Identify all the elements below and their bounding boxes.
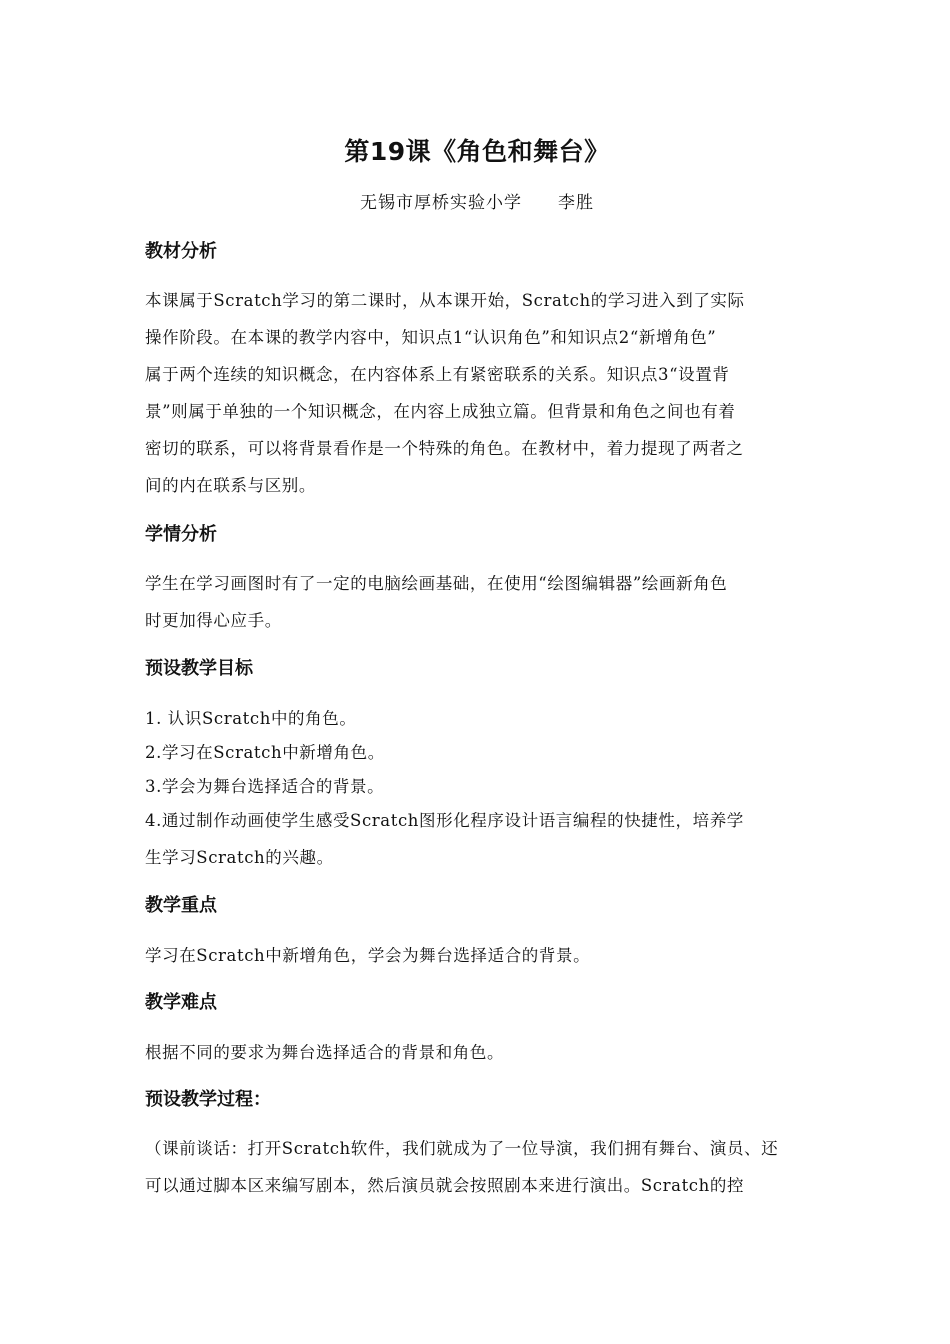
- text-line: 景”则属于单独的一个知识概念，在内容上成独立篇。但背景和角色之间也有着: [145, 402, 736, 421]
- text-line: （课前谈话：打开Scratch软件，我们就成为了一位导演，我们拥有舞台、演员、还: [145, 1139, 779, 1158]
- page-title: 第19课《角色和舞台》: [344, 137, 610, 166]
- paragraph-difficulties: [145, 1034, 809, 1071]
- heading-difficulties: 教学难点: [145, 992, 217, 1013]
- heading-materials-analysis: 教材分析: [145, 241, 217, 262]
- objective-item: 1. 认识Scratch中的角色。: [145, 709, 357, 728]
- text-line: 可以通过脚本区来编写剧本，然后演员就会按照剧本来进行演出。Scratch的控: [145, 1176, 745, 1195]
- objective-item: 生学习Scratch的兴趣。: [145, 848, 334, 867]
- author-line: 无锡市厚桥实验小学 李胜: [360, 193, 594, 213]
- text-line: 操作阶段。在本课的教学内容中，知识点1“认识角色”和知识点2“新增角色”: [145, 328, 717, 347]
- paragraph-student-analysis: [145, 565, 809, 639]
- heading-objectives: 预设教学目标: [145, 658, 253, 679]
- heading-student-analysis: 学情分析: [145, 524, 217, 545]
- text-line: 学生在学习画图时有了一定的电脑绘画基础，在使用“绘图编辑器”绘画新角色: [145, 574, 728, 593]
- heading-process: 预设教学过程：: [145, 1089, 271, 1110]
- text-line: 密切的联系，可以将背景看作是一个特殊的角色。在教材中，着力提现了两者之: [145, 439, 744, 458]
- text-line: 时更加得心应手。: [145, 611, 282, 630]
- paragraph-process: [145, 1130, 809, 1204]
- text-line: 属于两个连续的知识概念，在内容体系上有紧密联系的关系。知识点3“设置背: [145, 365, 730, 384]
- paragraph-key-points: [145, 937, 809, 974]
- objective-item: 2.学习在Scratch中新增角色。: [145, 743, 385, 762]
- text-line: 学习在Scratch中新增角色，学会为舞台选择适合的背景。: [145, 946, 591, 965]
- paragraph-materials-analysis: [145, 282, 809, 504]
- text-line: 间的内在联系与区别。: [145, 476, 316, 495]
- objective-item: 3.学会为舞台选择适合的背景。: [145, 777, 385, 796]
- text-line: 根据不同的要求为舞台选择适合的背景和角色。: [145, 1043, 505, 1062]
- heading-key-points: 教学重点: [145, 895, 217, 916]
- objective-item: 4.通过制作动画使学生感受Scratch图形化程序设计语言编程的快捷性，培养学: [145, 811, 744, 830]
- text-line: 本课属于Scratch学习的第二课时，从本课开始，Scratch的学习进入到了实际: [145, 291, 745, 310]
